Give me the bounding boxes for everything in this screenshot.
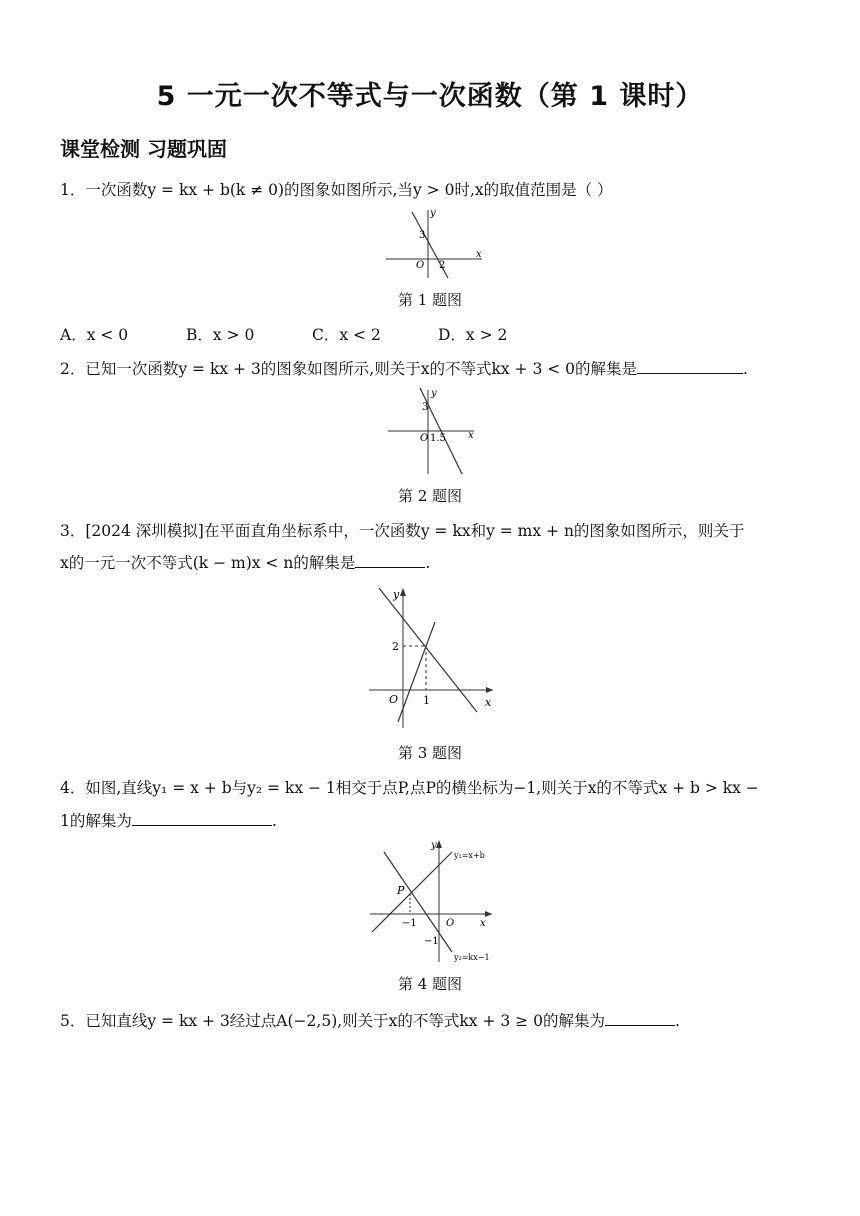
- question-4-line-1: [60, 776, 759, 798]
- question-text: [2024 深圳模拟]在平面直角坐标系中，一次函数y = kx和y = mx + n的图象如图所示，则关于: [85, 522, 745, 540]
- question-text: 已知一次函数y = kx + 3的图象如图所示,则关于x的不等式kx + 3 < 0的解集是: [85, 360, 638, 378]
- y-tick-label: 2: [392, 640, 399, 653]
- period: .: [743, 360, 748, 378]
- x-axis-label: x: [476, 249, 482, 260]
- origin-label: O: [416, 260, 425, 271]
- answer-blank[interactable]: [637, 359, 743, 374]
- question-text: x的一元一次不等式(k − m)x < n的解集是: [60, 554, 356, 572]
- y-intercept-label: 3: [422, 402, 429, 413]
- figure-2: [386, 386, 478, 476]
- question-4-line-2: [60, 809, 277, 831]
- page-title: 5 一元一次不等式与一次函数（第 1 课时）: [156, 81, 704, 112]
- option-b[interactable]: B．x > 0: [186, 326, 255, 344]
- line-y-kx: [398, 622, 435, 722]
- question-text: 已知直线y = kx + 3经过点A(−2,5),则关于x的不等式kx + 3 ≥ 0的解集为: [85, 1012, 605, 1030]
- x-axis-label: x: [480, 918, 486, 929]
- question-text: 如图,直线y₁ = x + b与y₂ = kx − 1相交于点P,点P的横坐标为−1,则关于x的不等式x + b > kx −: [85, 779, 759, 797]
- line-y2-label: y₂=kx−1: [454, 953, 490, 962]
- x-tick-label: 1: [423, 694, 430, 707]
- x-axis-label: x: [485, 696, 492, 709]
- line-y1-label: y₁=x+b: [454, 851, 485, 860]
- origin-label: O: [446, 918, 455, 929]
- question-number: 5．: [60, 1012, 86, 1030]
- y-axis-label: y: [431, 388, 437, 399]
- section-heading: 课堂检测 习题巩固: [60, 137, 227, 161]
- point-p-label: P: [397, 884, 405, 897]
- y-axis-label: y: [393, 588, 400, 601]
- answer-blank[interactable]: [605, 1011, 675, 1026]
- figure-3: [365, 584, 499, 732]
- y-tick-label: −1: [424, 936, 439, 947]
- origin-label: O: [389, 693, 399, 706]
- origin-label: O: [420, 433, 429, 444]
- question-5: [60, 1009, 680, 1031]
- x-intercept-label: 1.5: [430, 433, 446, 444]
- figure-4-caption: 第 4 题图: [397, 975, 463, 993]
- figure-3-caption: 第 3 题图: [397, 744, 463, 762]
- figure-1: [382, 204, 486, 280]
- y-axis-label: y: [430, 208, 436, 219]
- question-number: 4．: [60, 779, 86, 797]
- x-intercept-label: 2: [439, 260, 446, 271]
- period: .: [425, 554, 431, 572]
- figure-4: [366, 838, 500, 966]
- x-axis-label: x: [468, 430, 474, 441]
- y-intercept-label: 3: [419, 230, 426, 241]
- x-tick-label: −1: [402, 918, 417, 929]
- figure-1-caption: 第 1 题图: [397, 291, 463, 309]
- question-3-line-2: [60, 551, 430, 573]
- answer-blank[interactable]: [132, 811, 272, 826]
- option-a[interactable]: A．x < 0: [60, 326, 129, 344]
- y-axis-label: y: [431, 840, 437, 851]
- line-y2: [384, 852, 455, 952]
- period: .: [674, 1012, 680, 1030]
- question-1: [60, 178, 613, 200]
- question-1-options: [60, 323, 558, 345]
- question-number: 1．: [60, 181, 86, 199]
- option-d[interactable]: D．x > 2: [438, 326, 508, 344]
- figure-2-caption: 第 2 题图: [397, 487, 463, 505]
- question-3-line-1: [60, 519, 744, 541]
- option-c[interactable]: C．x < 2: [312, 326, 381, 344]
- question-2: [60, 357, 748, 379]
- question-text: 1的解集为: [60, 812, 132, 830]
- answer-blank[interactable]: [355, 553, 425, 568]
- question-number: 3．: [60, 522, 86, 540]
- question-text: 一次函数y = kx + b(k ≠ 0)的图象如图所示,当y > 0时,x的取值范围是（ ）: [85, 181, 613, 199]
- question-number: 2．: [60, 360, 86, 378]
- period: .: [271, 812, 277, 830]
